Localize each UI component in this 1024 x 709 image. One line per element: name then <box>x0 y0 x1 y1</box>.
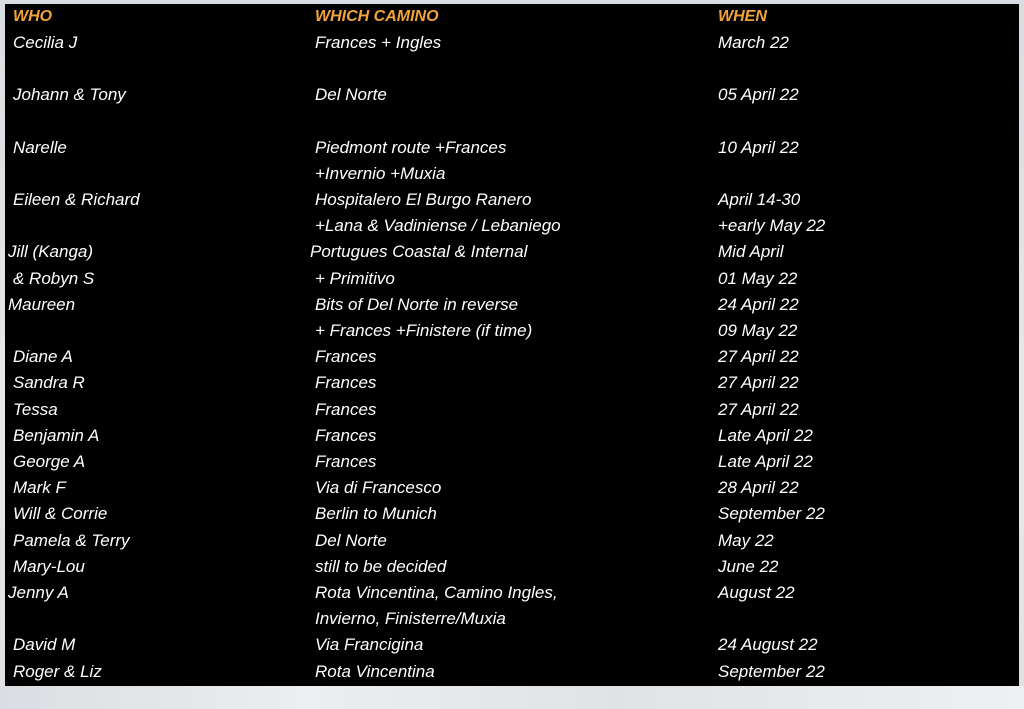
cell-who: Mary-Lou <box>13 557 85 576</box>
cell-when: 28 April 22 <box>718 478 799 497</box>
table-row <box>5 659 1019 685</box>
cell-which-camino: Frances <box>315 426 377 445</box>
cell-who: George A <box>13 452 86 471</box>
cell-which-camino: Frances + Ingles <box>315 33 442 52</box>
table-row <box>5 56 1019 82</box>
cell-who: Roger & Liz <box>13 662 102 681</box>
table-row <box>5 108 1019 134</box>
cell-who: Benjamin A <box>13 426 100 445</box>
header-which-camino: WHICH CAMINO <box>315 8 439 25</box>
table-row <box>5 370 1019 396</box>
cell-when: 05 April 22 <box>718 85 799 104</box>
cell-when: 27 April 22 <box>718 347 799 366</box>
cell-which-camino: Rota Vincentina <box>315 662 435 681</box>
cell-when: +early May 22 <box>718 216 826 235</box>
cell-which-camino: still to be decided <box>315 557 447 576</box>
table-row <box>5 632 1019 658</box>
table-row <box>5 501 1019 527</box>
cell-when: 10 April 22 <box>718 138 799 157</box>
cell-when: May 22 <box>718 531 774 550</box>
table-header-row <box>5 4 1019 30</box>
cell-when: 27 April 22 <box>718 400 799 419</box>
table-row <box>5 449 1019 475</box>
cell-who: Will & Corrie <box>13 504 108 523</box>
table-row <box>5 344 1019 370</box>
cell-who: David M <box>13 635 76 654</box>
cell-when: 24 August 22 <box>718 635 818 654</box>
cell-which-camino: Hospitalero El Burgo Ranero <box>315 190 532 209</box>
cell-which-camino: +Lana & Vadiniense / Lebaniego <box>315 216 561 235</box>
table-row <box>5 397 1019 423</box>
cell-who: Narelle <box>13 138 67 157</box>
table-row <box>5 187 1019 213</box>
cell-who: Jill (Kanga) <box>8 242 94 261</box>
cell-when: September 22 <box>718 504 825 523</box>
cell-which-camino: Berlin to Munich <box>315 504 437 523</box>
cell-who: Mark F <box>13 478 66 497</box>
cell-which-camino: Piedmont route +Frances <box>315 138 507 157</box>
cell-which-camino: Frances <box>315 347 377 366</box>
cell-which-camino: Frances <box>315 373 377 392</box>
camino-schedule-table <box>5 4 1019 686</box>
cell-who: Diane A <box>13 347 73 366</box>
cell-which-camino: Del Norte <box>315 531 387 550</box>
cell-which-camino: Del Norte <box>315 85 387 104</box>
table-row <box>5 239 1019 265</box>
cell-when: Late April 22 <box>718 426 813 445</box>
table-row <box>5 475 1019 501</box>
cell-when: 01 May 22 <box>718 269 798 288</box>
cell-when: August 22 <box>718 583 795 602</box>
table-row <box>5 423 1019 449</box>
header-who: WHO <box>13 8 53 25</box>
table-row <box>5 266 1019 292</box>
cell-which-camino: Invierno, Finisterre/Muxia <box>315 609 506 628</box>
table-row <box>5 292 1019 318</box>
cell-which-camino: Via Francigina <box>315 635 424 654</box>
cell-which-camino: +Invernio +Muxia <box>315 164 446 183</box>
header-when: WHEN <box>718 8 767 25</box>
cell-who: Maureen <box>8 295 76 314</box>
table-row <box>5 30 1019 56</box>
table-row <box>5 554 1019 580</box>
cell-which-camino: Via di Francesco <box>315 478 442 497</box>
cell-which-camino: Portugues Coastal & Internal <box>310 242 528 261</box>
cell-when: September 22 <box>718 662 825 681</box>
cell-which-camino: + Primitivo <box>315 269 395 288</box>
table-row <box>5 161 1019 187</box>
cell-when: 09 May 22 <box>718 321 798 340</box>
table-row <box>5 580 1019 606</box>
cell-who: Jenny A <box>8 583 69 602</box>
cell-which-camino: + Frances +Finistere (if time) <box>315 321 533 340</box>
cell-when: March 22 <box>718 33 789 52</box>
table-row <box>5 528 1019 554</box>
cell-who: & Robyn S <box>13 269 95 288</box>
cell-when: Late April 22 <box>718 452 813 471</box>
table-row <box>5 82 1019 108</box>
cell-which-camino: Rota Vincentina, Camino Ingles, <box>315 583 558 602</box>
page-background-strip <box>0 686 1024 709</box>
cell-who: Johann & Tony <box>13 85 126 104</box>
cell-which-camino: Frances <box>315 452 377 471</box>
cell-when: June 22 <box>718 557 779 576</box>
cell-which-camino: Bits of Del Norte in reverse <box>315 295 519 314</box>
table-row <box>5 135 1019 161</box>
cell-when: 27 April 22 <box>718 373 799 392</box>
table-row <box>5 213 1019 239</box>
table-row <box>5 606 1019 632</box>
cell-when: 24 April 22 <box>718 295 799 314</box>
cell-when: April 14-30 <box>718 190 801 209</box>
cell-which-camino: Frances <box>315 400 377 419</box>
cell-when: Mid April <box>718 242 784 261</box>
cell-who: Cecilia J <box>13 33 78 52</box>
cell-who: Tessa <box>13 400 58 419</box>
table-row <box>5 318 1019 344</box>
cell-who: Sandra R <box>13 373 85 392</box>
cell-who: Eileen & Richard <box>13 190 140 209</box>
cell-who: Pamela & Terry <box>13 531 130 550</box>
